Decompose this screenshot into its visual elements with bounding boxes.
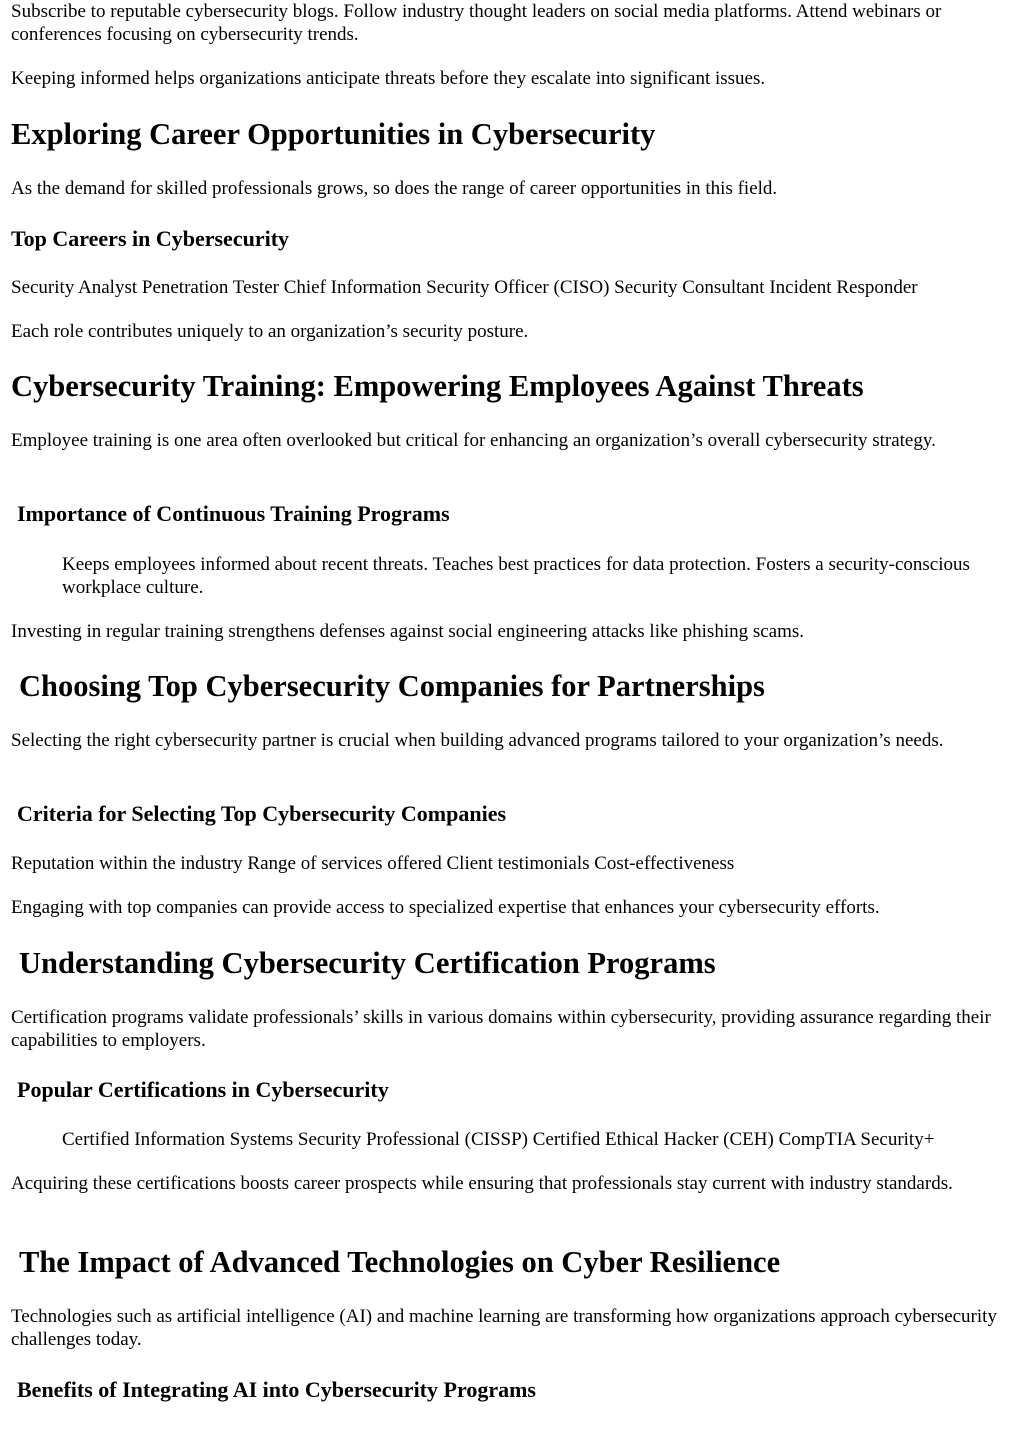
paragraph-demand-professionals: As the demand for skilled professionals grows, so does the range of career opportunities in this field.: [11, 178, 778, 199]
paragraph-keeping-informed: Keeping informed helps organizations anticipate threats before they escalate into significant issues.: [11, 68, 766, 89]
blockquote-training-benefits: Keeps employees informed about recent threats. Teaches best practices for data protection. Fosters a security-conscious workplace culture.: [62, 554, 970, 598]
paragraph-technologies-ai: Technologies such as artificial intelligence (AI) and machine learning are transforming how organizations approach cybersecurity challenges today.: [11, 1306, 997, 1350]
heading-benefits-ai: Benefits of Integrating AI into Cybersecurity Programs: [17, 1377, 536, 1402]
paragraph-investing-training: Investing in regular training strengthens defenses against social engineering attacks like phishing scams.: [11, 621, 805, 642]
heading-criteria-selecting: Criteria for Selecting Top Cybersecurity Companies: [17, 801, 507, 826]
blockquote-certification-list: Certified Information Systems Security Professional (CISSP) Certified Ethical Hacker (CEH) CompTIA Security+: [62, 1129, 935, 1150]
heading-advanced-technologies: The Impact of Advanced Technologies on Cyber Resilience: [19, 1245, 781, 1279]
heading-choosing-companies: Choosing Top Cybersecurity Companies for Partnerships: [19, 669, 765, 703]
paragraph-career-list: Security Analyst Penetration Tester Chief Information Security Officer (CISO) Security Consultant Incident Responder: [11, 277, 918, 298]
paragraph-certification-validate: Certification programs validate professionals’ skills in various domains within cybersecurity, providing assurance regarding their capabilities to employers.: [11, 1007, 991, 1051]
heading-continuous-training: Importance of Continuous Training Programs: [17, 501, 450, 526]
heading-top-careers: Top Careers in Cybersecurity: [11, 226, 290, 251]
paragraph-selecting-partner: Selecting the right cybersecurity partner is crucial when building advanced programs tailored to your organization’s needs.: [11, 730, 944, 751]
paragraph-engaging-companies: Engaging with top companies can provide access to specialized expertise that enhances your cybersecurity efforts.: [11, 897, 880, 918]
heading-cybersecurity-training: Cybersecurity Training: Empowering Employees Against Threats: [11, 369, 864, 403]
heading-certification-programs: Understanding Cybersecurity Certification Programs: [19, 946, 716, 980]
paragraph-employee-training: Employee training is one area often overlooked but critical for enhancing an organization’s overall cybersecurity strategy.: [11, 430, 936, 451]
heading-career-opportunities: Exploring Career Opportunities in Cybersecurity: [11, 117, 656, 151]
paragraph-each-role: Each role contributes uniquely to an organization’s security posture.: [11, 321, 529, 342]
paragraph-acquiring-certifications: Acquiring these certifications boosts career prospects while ensuring that professionals stay current with industry standards.: [11, 1173, 953, 1194]
paragraph-criteria-list: Reputation within the industry Range of services offered Client testimonials Cost-effectiveness: [11, 853, 735, 874]
heading-popular-certifications: Popular Certifications in Cybersecurity: [17, 1077, 389, 1102]
paragraph-stay-informed: Subscribe to reputable cybersecurity blogs. Follow industry thought leaders on social media platforms. Attend webinars or conferences focusing on cybersecurity trends.: [11, 1, 942, 45]
